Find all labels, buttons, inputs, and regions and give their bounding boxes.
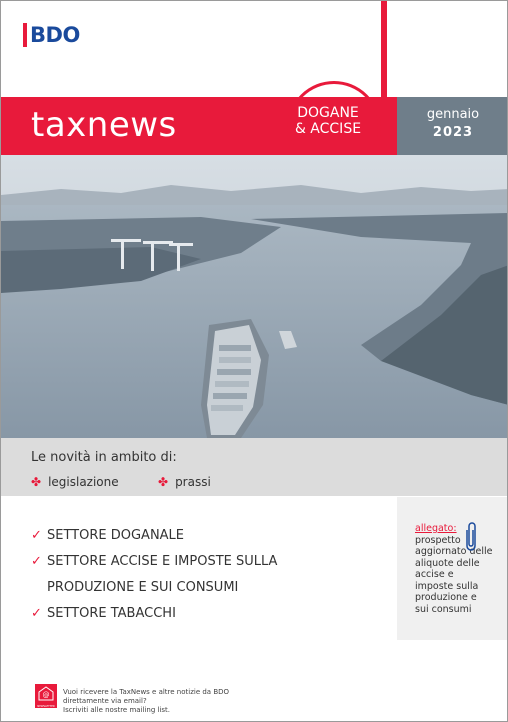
publication-title: taxnews [31, 105, 177, 145]
logo-bar [23, 23, 27, 47]
check-icon: ✓ [31, 528, 42, 543]
section-label-continued: PRODUZIONE E SUI CONSUMI [47, 580, 239, 595]
footer-line: Iscriviti alle nostre mailing list. [63, 706, 171, 714]
newsletter-icon[interactable] [35, 684, 57, 708]
issue-month: gennaio [426, 107, 480, 122]
attachment-link[interactable] [415, 523, 493, 615]
logo-text: BDO [30, 23, 80, 47]
paperclip-icon [463, 520, 479, 554]
topic-legislazione[interactable] [31, 474, 119, 490]
check-icon: ✓ [31, 606, 42, 621]
topic-label: prassi [175, 475, 211, 489]
sections-list [31, 523, 311, 627]
footer-line: Vuoi ricevere la TaxNews e altre notizie da BDO [63, 688, 230, 696]
attachment-description: prospetto aggiornato delle aliquote delle accise e imposte sulla produzione e sui consumi [415, 534, 493, 615]
topic-prassi[interactable] [158, 474, 211, 490]
highlights-title: Le novità in ambito di: [31, 450, 177, 465]
newsletter-icon-caption: NEWSLETTER [37, 705, 55, 708]
section-label: SETTORE DOGANALE [47, 528, 185, 543]
svg-text:@: @ [42, 691, 50, 699]
star-bullet-icon: ✤ [158, 475, 169, 489]
topic-label: legislazione [48, 475, 119, 489]
check-icon: ✓ [31, 554, 42, 569]
bdo-logo[interactable] [23, 23, 80, 47]
section-name-line1: DOGANE [297, 105, 359, 121]
cover-photo-port [1, 155, 508, 438]
newsletter-signup-text[interactable] [63, 688, 243, 715]
issue-year: 2023 [432, 125, 474, 140]
section-item-doganale[interactable] [31, 523, 311, 549]
star-bullet-icon: ✤ [31, 475, 42, 489]
port-photo-illustration [1, 155, 508, 438]
section-item-tabacchi[interactable] [31, 601, 311, 627]
section-label: SETTORE TABACCHI [47, 606, 176, 621]
section-label: SETTORE ACCISE E IMPOSTE SULLA [47, 554, 278, 569]
attachment-label[interactable]: allegato: [415, 523, 457, 534]
section-item-accise[interactable] [31, 549, 311, 575]
section-name [291, 105, 365, 137]
footer-line: direttamente via email? [63, 697, 147, 705]
section-name-line2: & ACCISE [294, 121, 362, 137]
